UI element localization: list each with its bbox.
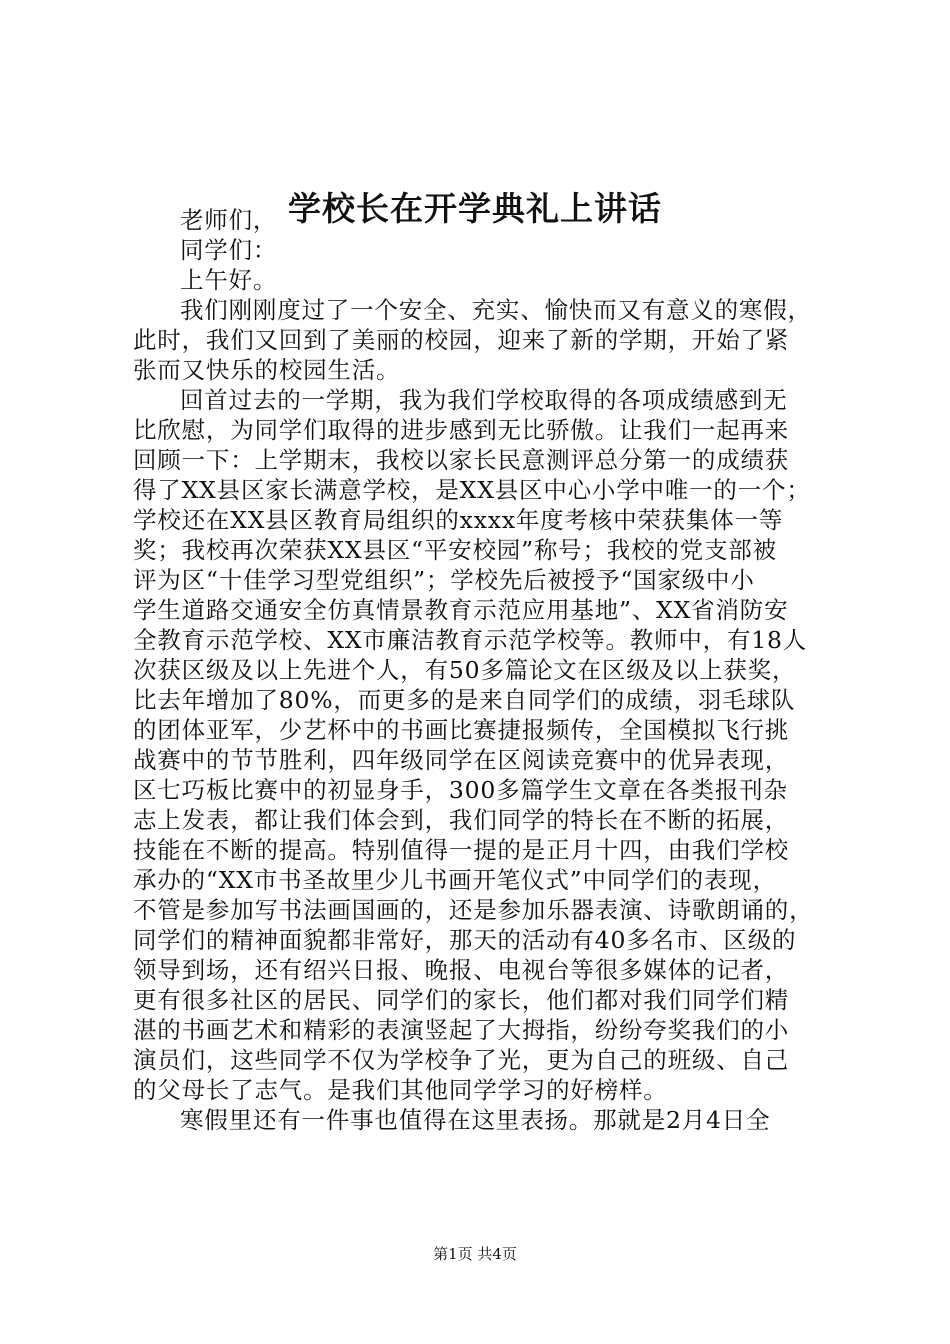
text-line: 更有很多社区的居民、同学们的家长，他们都对我们同学们精	[133, 986, 790, 1014]
text-line: 评为区“十佳学习型党组织”；学校先后被授予“国家级中小	[133, 566, 755, 594]
text-line: 比欣慰，为同学们取得的进步感到无比骄傲。让我们一起再来	[133, 416, 790, 444]
document-title: 学校长在开学典礼上讲话	[288, 189, 662, 228]
text-line: 奖；我校再次荣获XX县区“平安校园”称号；我校的党支部被	[133, 536, 777, 564]
page-footer: 第1页 共4页	[433, 1245, 517, 1263]
text-line: 志上发表，都让我们体会到，我们同学的特长在不断的拓展，	[133, 806, 790, 834]
text-line: 战赛中的节节胜利，四年级同学在区阅读竞赛中的优异表现，	[133, 746, 790, 774]
text-line: 学校还在XX县区教育局组织的xxxx年度考核中荣获集体一等	[133, 506, 784, 534]
text-line: 演员们，这些同学不仅为学校争了光，更为自己的班级、自己	[133, 1046, 790, 1074]
document-body	[133, 205, 833, 1135]
text-line: 的团体亚军，少艺杯中的书画比赛捷报频传，全国模拟飞行挑	[133, 716, 790, 744]
text-line: 领导到场，还有绍兴日报、晚报、电视台等很多媒体的记者，	[133, 956, 790, 984]
text-line: 承办的“XX市书圣故里少儿书画开笔仪式”中同学们的表现，	[133, 866, 777, 894]
text-line: 上午好。	[180, 266, 278, 294]
text-line: 学生道路交通安全仿真情景教育示范应用基地”、XX省消防安	[133, 596, 789, 624]
text-line: 张而又快乐的校园生活。	[133, 356, 401, 384]
text-line: 老师们，	[180, 206, 278, 234]
text-line: 湛的书画艺术和精彩的表演竖起了大拇指，纷纷夸奖我们的小	[133, 1016, 790, 1044]
text-line: 寒假里还有一件事也值得在这里表扬。那就是2月4日全	[180, 1106, 771, 1134]
text-line: 同学们的精神面貌都非常好，那天的活动有40多名市、区级的	[133, 926, 797, 954]
text-line: 回首过去的一学期，我为我们学校取得的各项成绩感到无	[180, 386, 788, 414]
text-line: 得了XX县区家长满意学校，是XX县区中心小学中唯一的一个；	[133, 476, 811, 504]
text-line: 回顾一下：上学期末，我校以家长民意测评总分第一的成绩获	[133, 446, 790, 474]
text-line: 的父母长了志气。是我们其他同学学习的好榜样。	[133, 1076, 668, 1104]
text-line: 技能在不断的提高。特别值得一提的是正月十四，由我们学校	[133, 836, 790, 864]
text-line: 次获区级及以上先进个人，有50多篇论文在区级及以上获奖，	[133, 656, 797, 684]
text-line: 比去年增加了80%，而更多的是来自同学们的成绩，羽毛球队	[133, 686, 796, 714]
text-line: 我们刚刚度过了一个安全、充实、愉快而又有意义的寒假，	[180, 296, 812, 324]
text-line: 不管是参加写书法画国画的，还是参加乐器表演、诗歌朗诵的，	[133, 896, 814, 924]
text-line: 同学们：	[180, 236, 278, 264]
text-line: 区七巧板比赛中的初显身手，300多篇学生文章在各类报刊杂	[133, 776, 788, 804]
text-line: 此时，我们又回到了美丽的校园，迎来了新的学期，开始了紧	[133, 326, 790, 354]
text-line: 全教育示范学校、XX市廉洁教育示范学校等。教师中，有18人	[133, 626, 808, 654]
